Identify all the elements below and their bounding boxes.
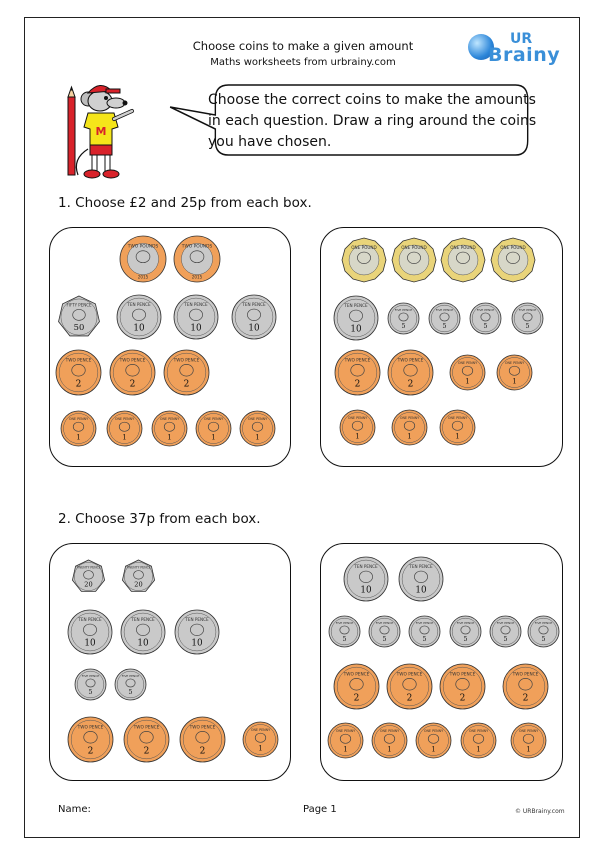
svg-text:10: 10 — [350, 324, 362, 335]
svg-text:TWO PENCE: TWO PENCE — [65, 357, 91, 363]
coin-one-58[interactable] — [510, 722, 547, 759]
svg-text:ONE PENNY: ONE PENNY — [468, 728, 488, 733]
coin-five-21[interactable] — [428, 302, 461, 335]
svg-text:1: 1 — [525, 744, 531, 753]
svg-text:10: 10 — [137, 638, 149, 649]
svg-text:TWO PENCE: TWO PENCE — [449, 671, 475, 677]
coin-ten-34[interactable] — [120, 609, 166, 655]
svg-text:TWO PENCE: TWO PENCE — [396, 671, 422, 677]
svg-text:ONE PENNY: ONE PENNY — [68, 416, 88, 421]
svg-text:ONE POUND: ONE POUND — [500, 245, 526, 250]
svg-text:10: 10 — [248, 323, 260, 334]
svg-text:1: 1 — [454, 431, 460, 440]
page-subtitle: Maths worksheets from urbrainy.com — [210, 57, 396, 68]
coin-two-51[interactable] — [386, 663, 433, 710]
coin-one-pound-15[interactable] — [341, 237, 387, 283]
svg-text:FIVE PENCE: FIVE PENCE — [335, 620, 353, 625]
svg-text:10: 10 — [133, 323, 145, 334]
svg-text:ONE POUND: ONE POUND — [450, 245, 476, 250]
copyright-text: © URBrainy.com — [515, 808, 565, 815]
svg-text:TWO POUNDS: TWO POUNDS — [127, 244, 159, 250]
svg-text:5: 5 — [525, 322, 529, 330]
instructions-text: Choose the correct coins to make the amounts in each question. Draw a ring around the coins you have chosen. — [208, 92, 537, 150]
svg-text:5: 5 — [128, 688, 132, 696]
coin-five-49[interactable] — [527, 615, 560, 648]
svg-text:ONE PENNY: ONE PENNY — [335, 728, 355, 733]
svg-text:50: 50 — [73, 322, 85, 333]
svg-text:TWENTY PENCE: TWENTY PENCE — [125, 564, 151, 569]
svg-text:2015: 2015 — [191, 274, 203, 280]
svg-text:FIVE PENCE: FIVE PENCE — [476, 307, 494, 312]
svg-text:5: 5 — [401, 322, 405, 330]
page-title: Choose coins to make a given amount — [192, 39, 414, 53]
coin-ten-4[interactable] — [116, 294, 162, 340]
urbrainy-logo — [466, 30, 566, 72]
svg-text:2: 2 — [406, 692, 412, 703]
coin-two-24[interactable] — [334, 349, 381, 396]
coin-five-45[interactable] — [368, 615, 401, 648]
svg-text:20: 20 — [133, 580, 143, 589]
svg-text:2: 2 — [183, 378, 189, 389]
coin-one-29[interactable] — [391, 409, 428, 446]
svg-text:5: 5 — [483, 322, 487, 330]
svg-text:1: 1 — [406, 431, 412, 440]
svg-text:FIVE PENCE: FIVE PENCE — [81, 673, 99, 678]
svg-text:ONE POUND: ONE POUND — [401, 245, 427, 250]
coin-twenty-31[interactable] — [71, 559, 106, 594]
coin-one-12[interactable] — [151, 410, 188, 447]
svg-text:1: 1 — [75, 432, 81, 441]
coin-two-52[interactable] — [439, 663, 486, 710]
svg-text:2: 2 — [143, 745, 149, 756]
svg-text:TWO PENCE: TWO PENCE — [77, 724, 103, 730]
svg-text:ONE PENNY: ONE PENNY — [379, 728, 399, 733]
svg-text:TEN PENCE: TEN PENCE — [78, 617, 102, 622]
coin-one-13[interactable] — [195, 410, 232, 447]
coin-one-pound-17[interactable] — [440, 237, 486, 283]
coin-two-25[interactable] — [387, 349, 434, 396]
svg-text:5: 5 — [541, 635, 545, 643]
coin-five-37[interactable] — [114, 668, 147, 701]
logo-ur-text: UR — [510, 31, 533, 47]
coin-five-48[interactable] — [489, 615, 522, 648]
coin-five-46[interactable] — [408, 615, 441, 648]
coin-one-57[interactable] — [460, 722, 497, 759]
svg-text:2: 2 — [87, 745, 93, 756]
coin-one-10[interactable] — [60, 410, 97, 447]
coin-one-54[interactable] — [327, 722, 364, 759]
svg-text:2: 2 — [129, 378, 135, 389]
svg-text:ONE PENNY: ONE PENNY — [423, 728, 443, 733]
svg-text:10: 10 — [191, 638, 203, 649]
svg-text:TWO PENCE: TWO PENCE — [133, 724, 159, 730]
svg-text:1: 1 — [430, 744, 436, 753]
logo-brainy-text: Brainy — [488, 44, 561, 66]
svg-text:5: 5 — [422, 635, 426, 643]
coin-two-pounds-2[interactable] — [173, 235, 221, 283]
coin-two-7[interactable] — [55, 349, 102, 396]
svg-text:TEN PENCE: TEN PENCE — [127, 302, 151, 307]
coin-one-pound-16[interactable] — [391, 237, 437, 283]
coin-one-56[interactable] — [415, 722, 452, 759]
svg-text:1: 1 — [254, 432, 260, 441]
coin-five-36[interactable] — [74, 668, 107, 701]
svg-text:ONE PENNY: ONE PENNY — [247, 416, 267, 421]
svg-text:ONE PENNY: ONE PENNY — [518, 728, 538, 733]
svg-text:2: 2 — [75, 378, 81, 389]
svg-text:1: 1 — [121, 432, 127, 441]
question-2-label: 2. Choose 37p from each box. — [58, 511, 261, 527]
svg-text:TWO PENCE: TWO PENCE — [119, 357, 145, 363]
svg-text:FIVE PENCE: FIVE PENCE — [415, 620, 433, 625]
svg-text:FIVE PENCE: FIVE PENCE — [534, 620, 552, 625]
svg-text:1: 1 — [386, 744, 392, 753]
coin-one-27[interactable] — [496, 354, 533, 391]
svg-text:ONE PENNY: ONE PENNY — [504, 360, 524, 365]
svg-text:TWO PENCE: TWO PENCE — [512, 671, 538, 677]
svg-text:ONE PENNY: ONE PENNY — [203, 416, 223, 421]
svg-text:1: 1 — [166, 432, 172, 441]
svg-text:1: 1 — [464, 376, 470, 385]
coin-one-28[interactable] — [339, 409, 376, 446]
coin-one-14[interactable] — [239, 410, 276, 447]
coin-five-20[interactable] — [387, 302, 420, 335]
coin-one-11[interactable] — [106, 410, 143, 447]
svg-text:TEN PENCE: TEN PENCE — [354, 564, 378, 569]
svg-text:1: 1 — [210, 432, 216, 441]
svg-text:FIVE PENCE: FIVE PENCE — [121, 673, 139, 678]
svg-text:1: 1 — [342, 744, 348, 753]
coin-ten-35[interactable] — [174, 609, 220, 655]
svg-text:ONE PENNY: ONE PENNY — [399, 415, 419, 420]
coin-two-38[interactable] — [67, 716, 114, 763]
name-label: Name: — [58, 804, 91, 815]
coin-two-8[interactable] — [109, 349, 156, 396]
svg-text:TEN PENCE: TEN PENCE — [131, 617, 155, 622]
svg-text:FIFTY PENCE: FIFTY PENCE — [66, 302, 92, 308]
svg-text:TWO PENCE: TWO PENCE — [397, 357, 423, 363]
coin-ten-42[interactable] — [343, 556, 389, 602]
svg-text:ONE PENNY: ONE PENNY — [457, 360, 477, 365]
svg-text:5: 5 — [463, 635, 467, 643]
svg-text:1: 1 — [475, 744, 481, 753]
svg-text:FIVE PENCE: FIVE PENCE — [496, 620, 514, 625]
coin-ten-6[interactable] — [231, 294, 277, 340]
svg-text:ONE PENNY: ONE PENNY — [347, 415, 367, 420]
coin-fifty-3[interactable] — [57, 295, 101, 339]
svg-text:10: 10 — [360, 585, 372, 596]
svg-text:5: 5 — [503, 635, 507, 643]
svg-text:M: M — [95, 125, 107, 138]
coin-one-30[interactable] — [439, 409, 476, 446]
svg-text:TWO PENCE: TWO PENCE — [343, 671, 369, 677]
coin-two-39[interactable] — [123, 716, 170, 763]
svg-text:ONE POUND: ONE POUND — [351, 245, 377, 250]
svg-text:TEN PENCE: TEN PENCE — [184, 302, 208, 307]
coin-two-9[interactable] — [163, 349, 210, 396]
mouse-mascot-icon — [58, 75, 148, 185]
svg-text:TEN PENCE: TEN PENCE — [185, 617, 209, 622]
page-number: Page 1 — [303, 804, 337, 815]
question-1-label: 1. Choose £2 and 25p from each box. — [58, 195, 312, 211]
svg-text:10: 10 — [415, 585, 427, 596]
svg-text:TWO PENCE: TWO PENCE — [189, 724, 215, 730]
svg-text:TEN PENCE: TEN PENCE — [409, 564, 433, 569]
coin-two-50[interactable] — [333, 663, 380, 710]
coin-one-41[interactable] — [242, 721, 279, 758]
svg-text:5: 5 — [342, 635, 346, 643]
svg-text:10: 10 — [190, 323, 202, 334]
svg-text:ONE PENNY: ONE PENNY — [250, 727, 270, 732]
coin-two-pounds-1[interactable] — [119, 235, 167, 283]
svg-text:5: 5 — [382, 635, 386, 643]
svg-text:10: 10 — [84, 638, 96, 649]
svg-text:2: 2 — [199, 745, 205, 756]
svg-text:5: 5 — [88, 688, 92, 696]
coin-one-55[interactable] — [371, 722, 408, 759]
coin-five-23[interactable] — [511, 302, 544, 335]
coin-ten-43[interactable] — [398, 556, 444, 602]
svg-text:FIVE PENCE: FIVE PENCE — [435, 307, 453, 312]
coin-one-26[interactable] — [449, 354, 486, 391]
coin-ten-33[interactable] — [67, 609, 113, 655]
svg-text:2: 2 — [522, 692, 528, 703]
svg-text:TEN PENCE: TEN PENCE — [344, 303, 368, 308]
svg-text:2: 2 — [354, 378, 360, 389]
svg-text:5: 5 — [442, 322, 446, 330]
svg-text:TWO PENCE: TWO PENCE — [173, 357, 199, 363]
svg-text:FIVE PENCE: FIVE PENCE — [394, 307, 412, 312]
svg-text:2: 2 — [407, 378, 413, 389]
svg-text:TWENTY PENCE: TWENTY PENCE — [75, 564, 101, 569]
svg-text:2: 2 — [353, 692, 359, 703]
svg-text:1: 1 — [511, 376, 517, 385]
svg-text:ONE PENNY: ONE PENNY — [447, 415, 467, 420]
svg-text:ONE PENNY: ONE PENNY — [114, 416, 134, 421]
svg-text:ONE PENNY: ONE PENNY — [159, 416, 179, 421]
svg-text:TWO PENCE: TWO PENCE — [344, 357, 370, 363]
svg-text:FIVE PENCE: FIVE PENCE — [518, 307, 536, 312]
svg-text:TWO POUNDS: TWO POUNDS — [181, 244, 213, 250]
coin-two-40[interactable] — [179, 716, 226, 763]
svg-text:2: 2 — [459, 692, 465, 703]
coin-twenty-32[interactable] — [121, 559, 156, 594]
svg-text:FIVE PENCE: FIVE PENCE — [456, 620, 474, 625]
svg-text:20: 20 — [83, 580, 93, 589]
coin-five-22[interactable] — [469, 302, 502, 335]
coin-one-pound-18[interactable] — [490, 237, 536, 283]
svg-text:2015: 2015 — [137, 274, 149, 280]
svg-text:TEN PENCE: TEN PENCE — [242, 302, 266, 307]
svg-text:FIVE PENCE: FIVE PENCE — [375, 620, 393, 625]
svg-text:1: 1 — [354, 431, 360, 440]
coin-five-44[interactable] — [328, 615, 361, 648]
svg-text:1: 1 — [257, 743, 263, 752]
coin-five-47[interactable] — [449, 615, 482, 648]
coin-ten-5[interactable] — [173, 294, 219, 340]
coin-ten-19[interactable] — [333, 295, 379, 341]
coin-two-53[interactable] — [502, 663, 549, 710]
